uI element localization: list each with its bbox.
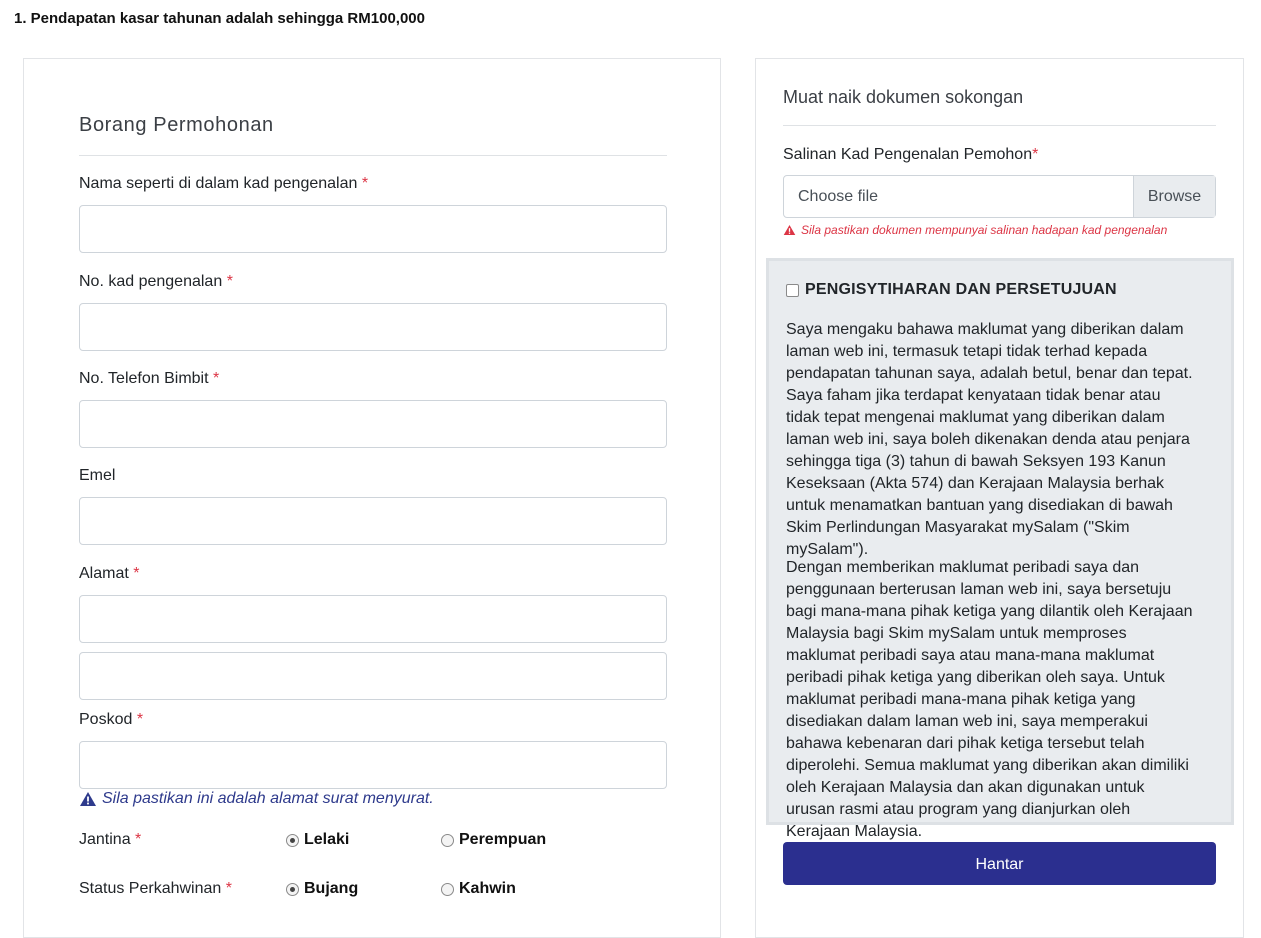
marital-option-married[interactable]: Kahwin bbox=[441, 880, 516, 898]
eligibility-criteria: 1. Pendapatan kasar tahunan adalah sehingga RM100,000 bbox=[14, 10, 425, 27]
declaration-paragraph-1: Saya mengaku bahawa maklumat yang diberikan dalam laman web ini, termasuk tetapi tidak terhad kepada pendapatan tahunan saya, adalah betul, benar dan tepat. Saya faham jika terdapat kenyataan tidak benar atau tidak tepat mengenai maklumat yang diberikan dalam laman web ini, saya boleh dikenakan denda atau penjara sehingga tiga (3) tahun di bawah Seksyen 193 Kanun Keseksaan (Akta 574) dan Kerajaan Malaysia berhak untuk menamatkan bantuan yang disediakan di bawah Skim Perlindungan Masyarakat mySalam ("Skim mySalam"). bbox=[786, 321, 1193, 558]
declaration-heading[interactable]: PENGISYTIHARAN DAN PERSETUJUAN bbox=[786, 281, 1117, 299]
address-line1-input[interactable] bbox=[79, 595, 667, 643]
address-label: Alamat * bbox=[79, 565, 140, 582]
ic-label: No. kad pengenalan * bbox=[79, 273, 233, 290]
divider bbox=[79, 155, 667, 156]
marital-option-single[interactable]: Bujang bbox=[286, 880, 358, 898]
form-title: Borang Permohonan bbox=[79, 114, 274, 136]
name-label: Nama seperti di dalam kad pengenalan * bbox=[79, 175, 369, 192]
radio-unselected-icon[interactable] bbox=[441, 834, 454, 847]
email-input[interactable] bbox=[79, 497, 667, 545]
address-line2-input[interactable] bbox=[79, 652, 667, 700]
gender-option-male[interactable]: Lelaki bbox=[286, 831, 349, 849]
upload-warning: Sila pastikan dokumen mempunyai salinan hadapan kad pengenalan bbox=[783, 223, 1167, 237]
browse-button[interactable]: Browse bbox=[1133, 176, 1215, 217]
declaration-paragraph-2: Dengan memberikan maklumat peribadi saya dan penggunaan berterusan laman web ini, saya bersetuju bagi mana-mana pihak ketiga yang dilantik oleh Kerajaan Malaysia bagi Skim mySalam untuk memproses maklumat peribadi saya atau mana-mana maklumat peribadi pihak ketiga yang diberikan oleh saya. Untuk maklumat peribadi mana-mana pihak ketiga yang disediakan dalam laman web ini, saya memperakui bahawa kebenaran dari pihak ketiga tersebut telah diperolehi. Semua maklumat yang diberikan akan dimiliki oleh Kerajaan Malaysia dan akan digunakan untuk urusan rasmi atau program yang dianjurkan oleh Kerajaan Malaysia. bbox=[786, 559, 1193, 840]
gender-label: Jantina * bbox=[79, 831, 142, 848]
application-form-panel bbox=[23, 58, 721, 938]
name-input[interactable] bbox=[79, 205, 667, 253]
radio-unselected-icon[interactable] bbox=[441, 883, 454, 896]
postcode-input[interactable] bbox=[79, 741, 667, 789]
email-label: Emel bbox=[79, 467, 116, 484]
marital-label: Status Perkahwinan * bbox=[79, 880, 232, 897]
radio-selected-icon[interactable] bbox=[286, 834, 299, 847]
gender-option-female[interactable]: Perempuan bbox=[441, 831, 546, 849]
ic-copy-label: Salinan Kad Pengenalan Pemohon* bbox=[783, 146, 1039, 163]
ic-copy-file-input[interactable] bbox=[783, 175, 1216, 218]
postcode-label: Poskod * bbox=[79, 711, 144, 728]
phone-label: No. Telefon Bimbit * bbox=[79, 370, 220, 387]
phone-input[interactable] bbox=[79, 400, 667, 448]
declaration-checkbox[interactable] bbox=[786, 284, 799, 297]
declaration-box bbox=[766, 258, 1234, 840]
address-note: Sila pastikan ini adalah alamat surat menyurat. bbox=[79, 790, 434, 808]
upload-panel bbox=[755, 58, 1244, 938]
upload-title: Muat naik dokumen sokongan bbox=[783, 87, 1024, 107]
divider bbox=[783, 125, 1216, 126]
radio-selected-icon[interactable] bbox=[286, 883, 299, 896]
submit-button[interactable]: Hantar bbox=[783, 842, 1216, 885]
warning-icon bbox=[79, 791, 97, 807]
ic-input[interactable] bbox=[79, 303, 667, 351]
warning-icon bbox=[783, 224, 796, 236]
file-placeholder[interactable]: Choose file bbox=[798, 188, 879, 205]
